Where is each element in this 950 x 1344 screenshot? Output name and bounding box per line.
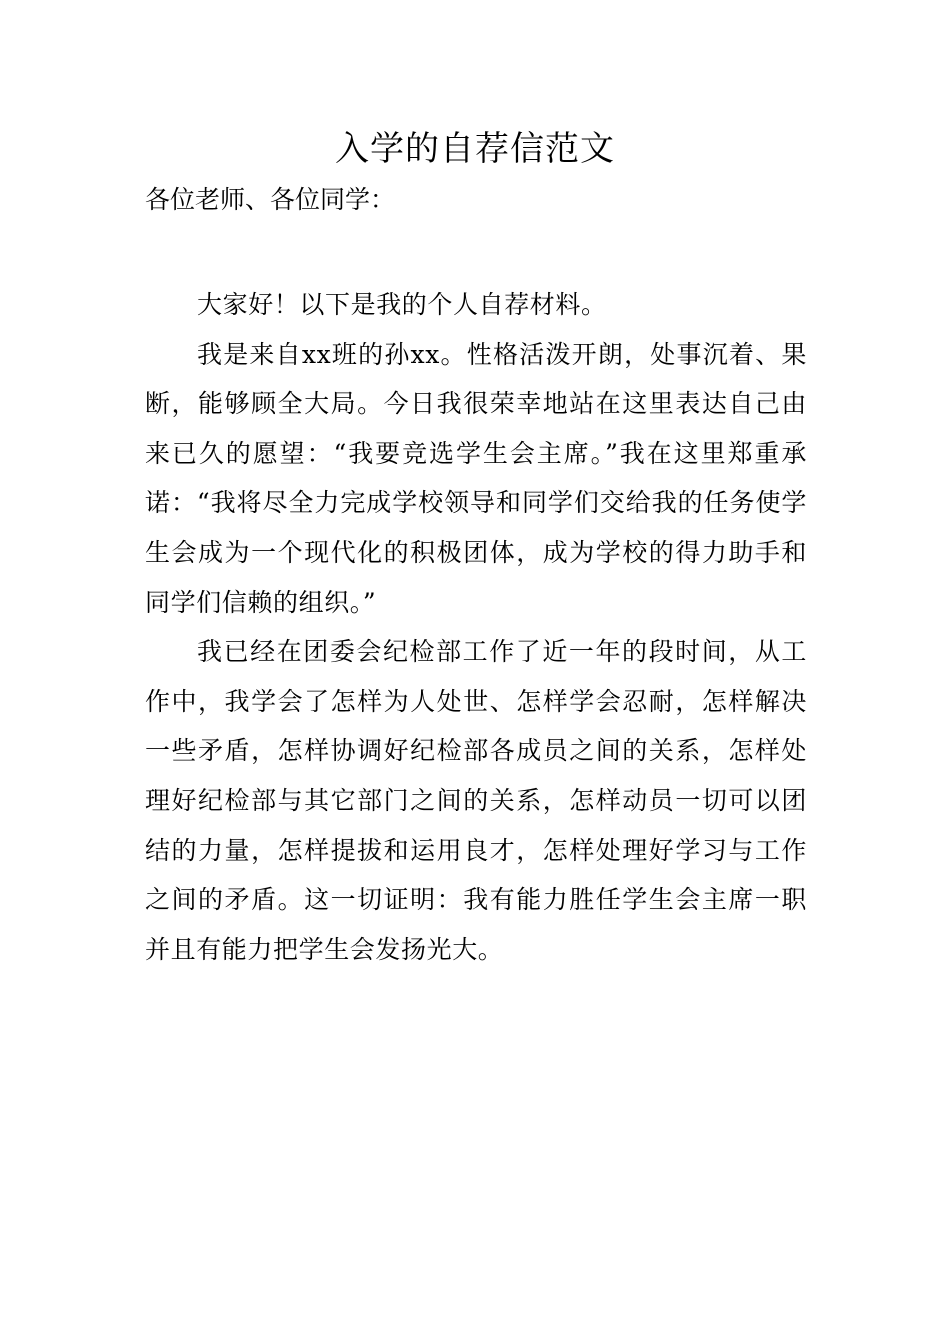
- paragraph-experience: 我已经在团委会纪检部工作了近一年的段时间，从工作中，我学会了怎样为人处世、怎样学会忍耐，怎样解决一些矛盾，怎样协调好纪检部各成员之间的关系，怎样处理好纪检部与其它部门之间的关系，怎样动员一切可以团结的力量，怎样提拔和运用良才，怎样处理好学习与工作之间的矛盾。这一切证明：我有能力胜任学生会主席一职并且有能力把学生会发扬光大。: [145, 637, 807, 964]
- document-title: 入学的自荐信范文: [335, 129, 615, 169]
- salutation: 各位老师、各位同学：: [145, 185, 396, 214]
- paragraph-introduction: 我是来自xx班的孙xx。性格活泼开朗，处事沉着、果断，能够顾全大局。今日我很荣幸地站在这里表达自己由来已久的愿望：“我要竞选学生会主席。”我在这里郑重承诺：“我将尽全力完成学校领导和同学们交给我的任务使学生会成为一个现代化的积极团体，成为学校的得力助手和同学们信赖的组织。”: [145, 339, 807, 617]
- paragraph-greeting: 大家好！以下是我的个人自荐材料。: [197, 290, 607, 319]
- letter-body: [145, 280, 807, 974]
